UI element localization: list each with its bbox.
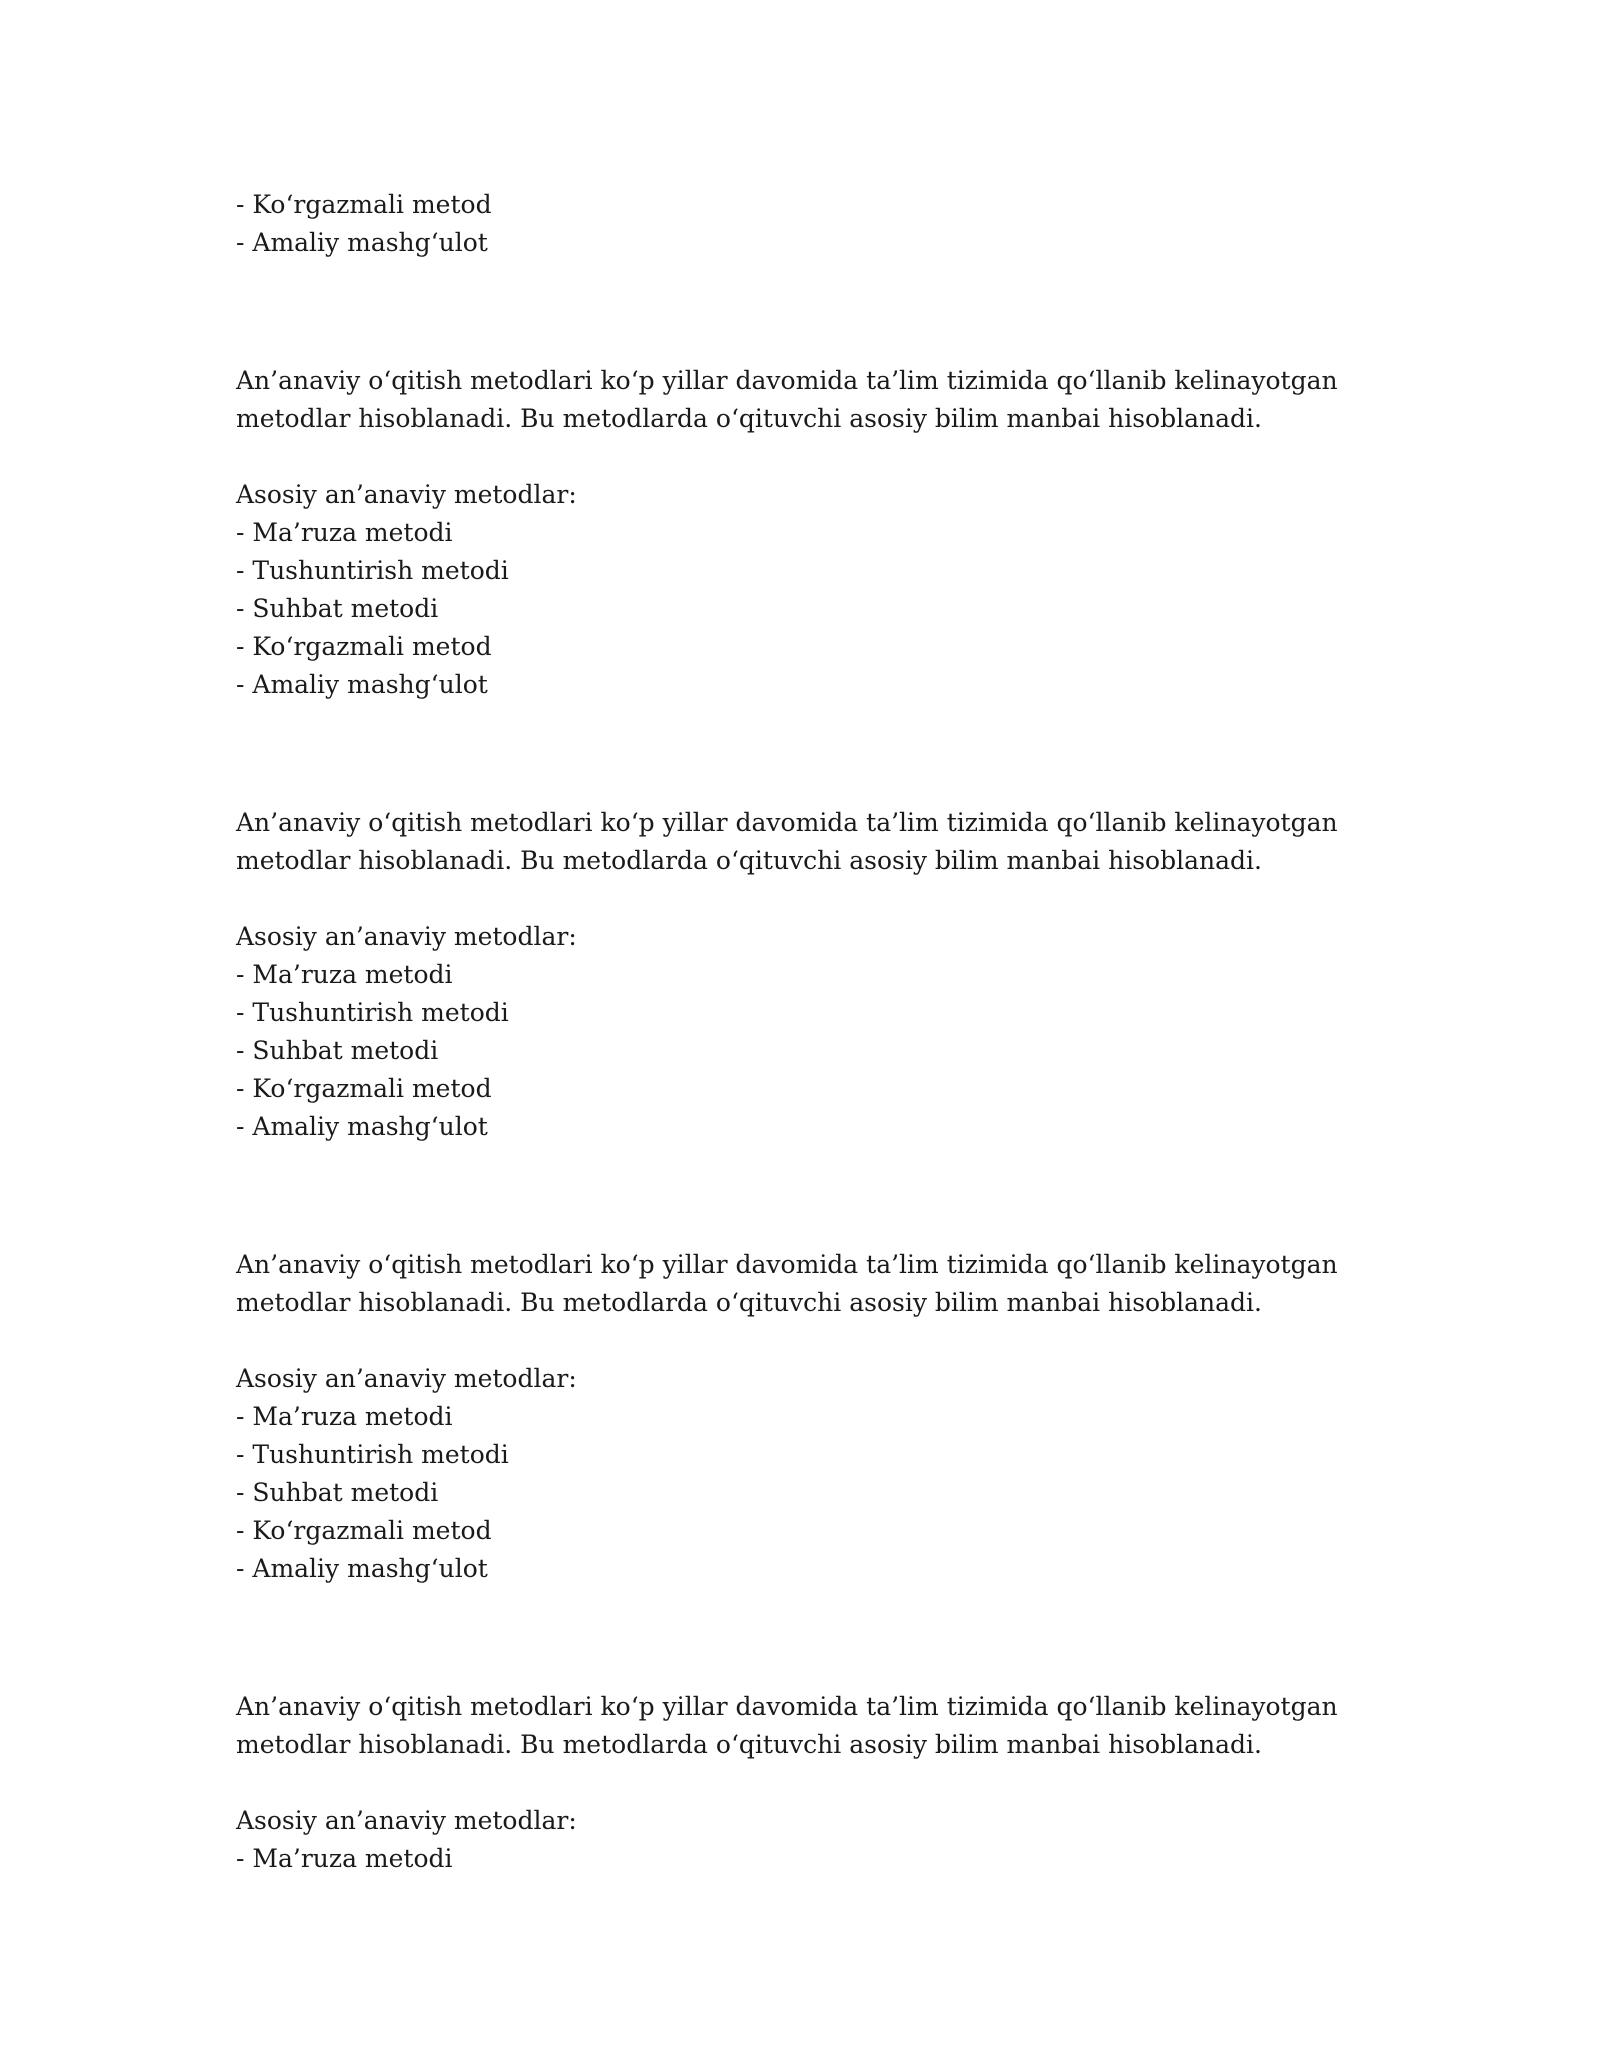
list-item: - Tushuntirish metodi xyxy=(236,556,509,585)
list-item: - Tushuntirish metodi xyxy=(236,1440,509,1469)
section xyxy=(236,362,1386,704)
paragraph-line: An’anaviy oʻqitish metodlari koʻp yillar davomida ta’lim tizimida qoʻllanib kelinayotgan xyxy=(236,808,1338,837)
section-gap xyxy=(236,1588,1386,1688)
list-heading: Asosiy an’anaviy metodlar: xyxy=(236,480,577,509)
document-body xyxy=(236,186,1386,1878)
section-gap xyxy=(236,704,1386,804)
section xyxy=(236,1246,1386,1588)
paragraph-line: metodlar hisoblanadi. Bu metodlarda oʻqituvchi asosiy bilim manbai hisoblanadi. xyxy=(236,1288,1262,1317)
list-item: - Suhbat metodi xyxy=(236,594,439,623)
list-item: - Ma’ruza metodi xyxy=(236,1402,453,1431)
list-item: - Amaliy mashgʻulot xyxy=(236,1112,488,1141)
paragraph-line: An’anaviy oʻqitish metodlari koʻp yillar davomida ta’lim tizimida qoʻllanib kelinayotgan xyxy=(236,366,1338,395)
paragraph xyxy=(236,804,1386,880)
paragraph xyxy=(236,1688,1386,1764)
list-item: - Koʻrgazmali metod xyxy=(236,1516,492,1545)
list-item: - Ma’ruza metodi xyxy=(236,960,453,989)
method-list xyxy=(236,1398,1386,1588)
paragraph-line: An’anaviy oʻqitish metodlari koʻp yillar davomida ta’lim tizimida qoʻllanib kelinayotgan xyxy=(236,1250,1338,1279)
list-item: - Koʻrgazmali metod xyxy=(236,632,492,661)
list-heading: Asosiy an’anaviy metodlar: xyxy=(236,1806,577,1835)
paragraph-line: An’anaviy oʻqitish metodlari koʻp yillar davomida ta’lim tizimida qoʻllanib kelinayotgan xyxy=(236,1692,1338,1721)
list-heading: Asosiy an’anaviy metodlar: xyxy=(236,1364,577,1393)
section xyxy=(236,804,1386,1146)
list-item: - Koʻrgazmali metod xyxy=(236,1074,492,1103)
paragraph xyxy=(236,362,1386,438)
list-heading: Asosiy an’anaviy metodlar: xyxy=(236,922,577,951)
top-list xyxy=(236,186,1386,262)
list-item: - Ma’ruza metodi xyxy=(236,1844,453,1873)
list-item: - Amaliy mashgʻulot xyxy=(236,1554,488,1583)
method-list xyxy=(236,1840,1386,1878)
section-gap xyxy=(236,262,1386,362)
list-item: - Koʻrgazmali metod xyxy=(236,190,492,219)
paragraph-line: metodlar hisoblanadi. Bu metodlarda oʻqituvchi asosiy bilim manbai hisoblanadi. xyxy=(236,846,1262,875)
section-gap xyxy=(236,1146,1386,1246)
list-item: - Amaliy mashgʻulot xyxy=(236,228,488,257)
list-item: - Tushuntirish metodi xyxy=(236,998,509,1027)
list-item: - Suhbat metodi xyxy=(236,1036,439,1065)
section xyxy=(236,1688,1386,1878)
list-item: - Suhbat metodi xyxy=(236,1478,439,1507)
method-list xyxy=(236,514,1386,704)
list-item: - Amaliy mashgʻulot xyxy=(236,670,488,699)
method-list xyxy=(236,956,1386,1146)
paragraph xyxy=(236,1246,1386,1322)
paragraph-line: metodlar hisoblanadi. Bu metodlarda oʻqituvchi asosiy bilim manbai hisoblanadi. xyxy=(236,404,1262,433)
list-item: - Ma’ruza metodi xyxy=(236,518,453,547)
paragraph-line: metodlar hisoblanadi. Bu metodlarda oʻqituvchi asosiy bilim manbai hisoblanadi. xyxy=(236,1730,1262,1759)
